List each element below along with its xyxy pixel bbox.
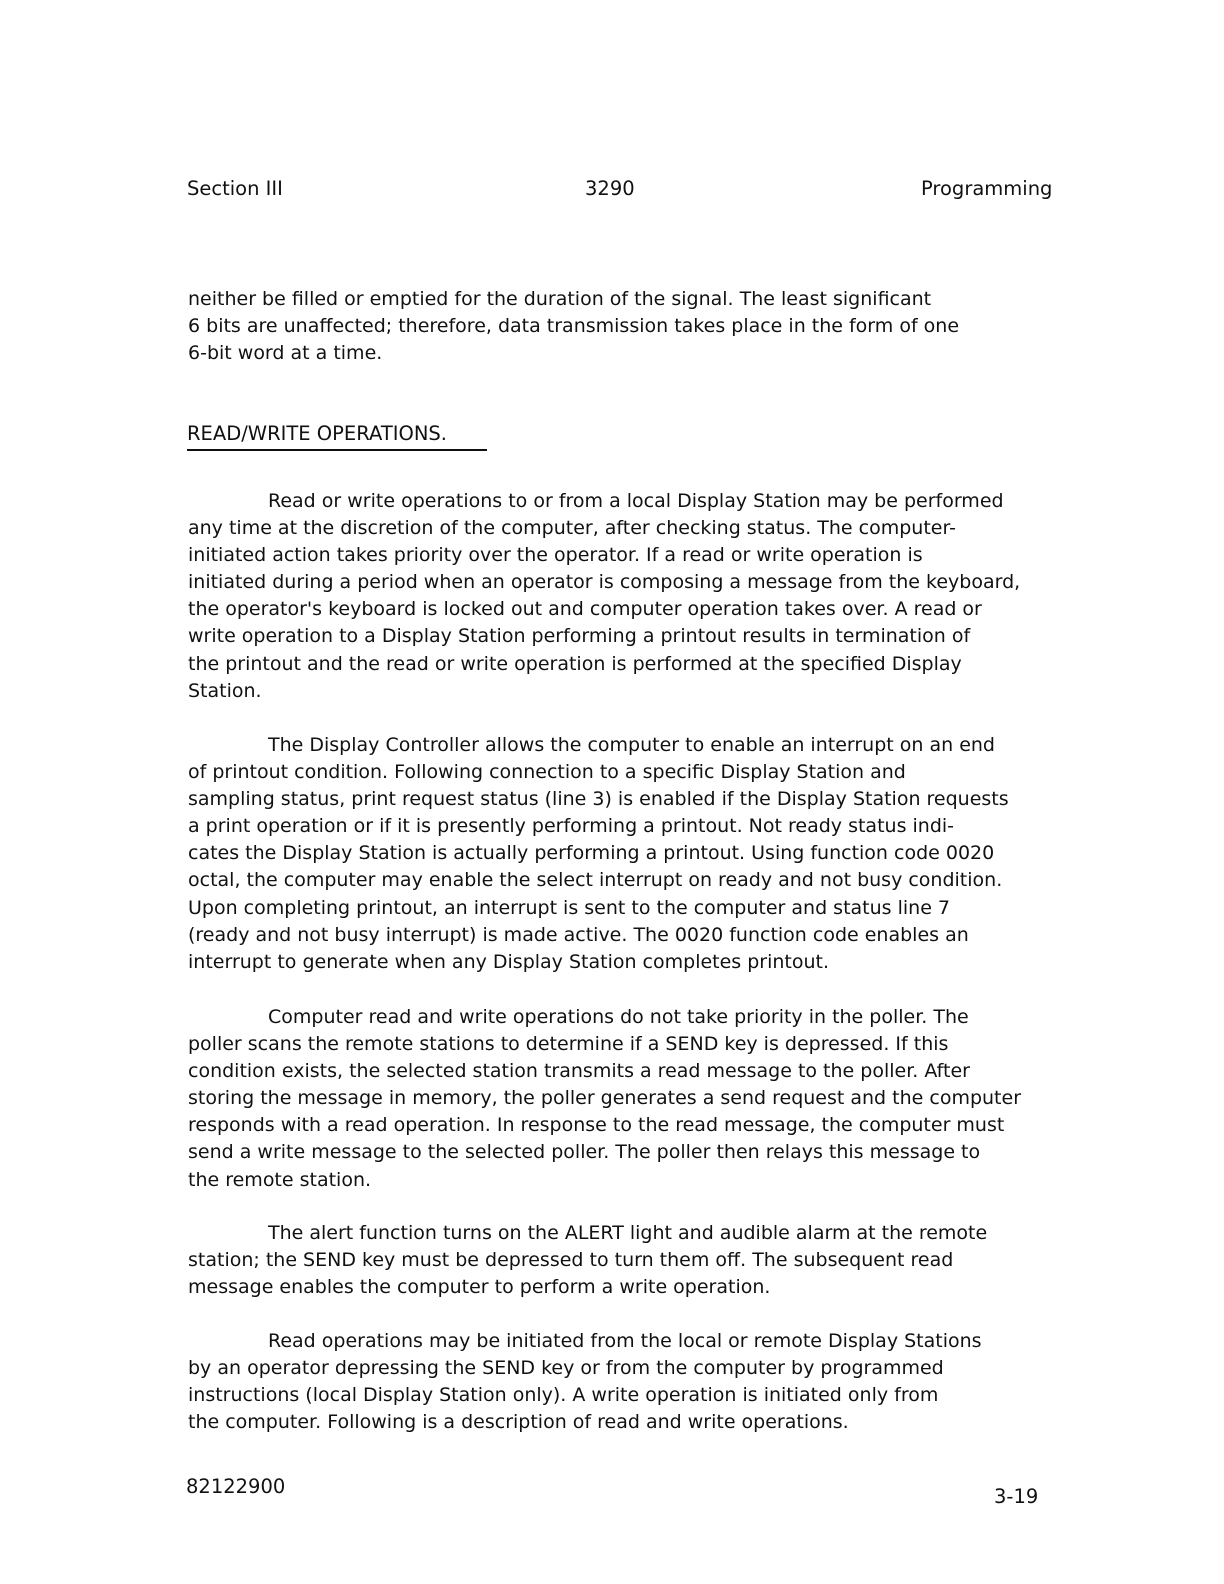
text-line: initiated during a period when an operator is composing a message from the keyboard, [188, 571, 1021, 594]
text-line: the computer. Following is a description of read and write operations. [188, 1411, 849, 1434]
text-line: the printout and the read or write operation is performed at the specified Display [188, 652, 962, 675]
paragraph-4 [188, 1220, 1078, 1301]
text-line: by an operator depressing the SEND key or from the computer by programmed [188, 1357, 944, 1380]
header-model: 3290 [585, 177, 635, 200]
text-line: the operator's keyboard is locked out and computer operation takes over. A read or [188, 598, 982, 621]
paragraph-1 [188, 488, 1078, 705]
text-line: station; the SEND key must be depressed to turn them off. The subsequent read [188, 1249, 954, 1272]
text-line: the remote station. [188, 1168, 372, 1191]
text-line: a print operation or if it is presently performing a printout. Not ready status indi- [188, 815, 955, 838]
text-line: (ready and not busy interrupt) is made active. The 0020 function code enables an [188, 923, 969, 946]
text-line: of printout condition. Following connection to a specific Display Station and [188, 761, 906, 784]
page-number: 3-19 [994, 1485, 1039, 1508]
text-line: message enables the computer to perform a write operation. [188, 1276, 771, 1299]
text-line: octal, the computer may enable the select interrupt on ready and not busy condition. [188, 869, 1003, 892]
text-line: responds with a read operation. In response to the read message, the computer must [188, 1114, 1005, 1137]
text-line: sampling status, print request status (line 3) is enabled if the Display Station requests [188, 788, 1009, 811]
text-line: write operation to a Display Station performing a printout results in termination of [188, 625, 971, 648]
text-line: Computer read and write operations do not take priority in the poller. The [268, 1006, 969, 1028]
text-line: Upon completing printout, an interrupt is sent to the computer and status line 7 [188, 896, 951, 919]
paragraph-2 [188, 732, 1078, 976]
text-line: any time at the discretion of the computer, after checking status. The computer- [188, 517, 956, 540]
text-line: neither be filled or emptied for the duration of the signal. The least significant [188, 288, 932, 310]
text-line: The alert function turns on the ALERT light and audible alarm at the remote [268, 1222, 988, 1244]
text-line: interrupt to generate when any Display Station completes printout. [188, 950, 830, 973]
text-line: condition exists, the selected station transmits a read message to the poller. After [188, 1060, 970, 1083]
document-number: 82122900 [186, 1475, 286, 1498]
text-line: Station. [188, 679, 262, 702]
text-line: poller scans the remote stations to determine if a SEND key is depressed. If this [188, 1033, 949, 1056]
text-line: instructions (local Display Station only). A write operation is initiated only from [188, 1384, 939, 1407]
text-line: send a write message to the selected poller. The poller then relays this message to [188, 1141, 981, 1164]
text-line: 6 bits are unaffected; therefore, data transmission takes place in the form of one [188, 315, 960, 338]
header-topic: Programming [921, 177, 1053, 200]
intro-paragraph [188, 286, 1078, 367]
text-line: cates the Display Station is actually performing a printout. Using function code 0020 [188, 842, 995, 865]
paragraph-5 [188, 1328, 1078, 1436]
paragraph-3 [188, 1004, 1078, 1194]
text-line: Read or write operations to or from a local Display Station may be performed [268, 490, 1004, 512]
text-line: initiated action takes priority over the operator. If a read or write operation is [188, 544, 923, 567]
section-heading: READ/WRITE OPERATIONS. [187, 421, 487, 451]
header-section: Section III [187, 177, 283, 200]
text-line: 6-bit word at a time. [188, 342, 383, 365]
text-line: Read operations may be initiated from the local or remote Display Stations [268, 1330, 982, 1352]
text-line: storing the message in memory, the poller generates a send request and the computer [188, 1087, 1022, 1110]
text-line: The Display Controller allows the computer to enable an interrupt on an end [268, 734, 995, 756]
